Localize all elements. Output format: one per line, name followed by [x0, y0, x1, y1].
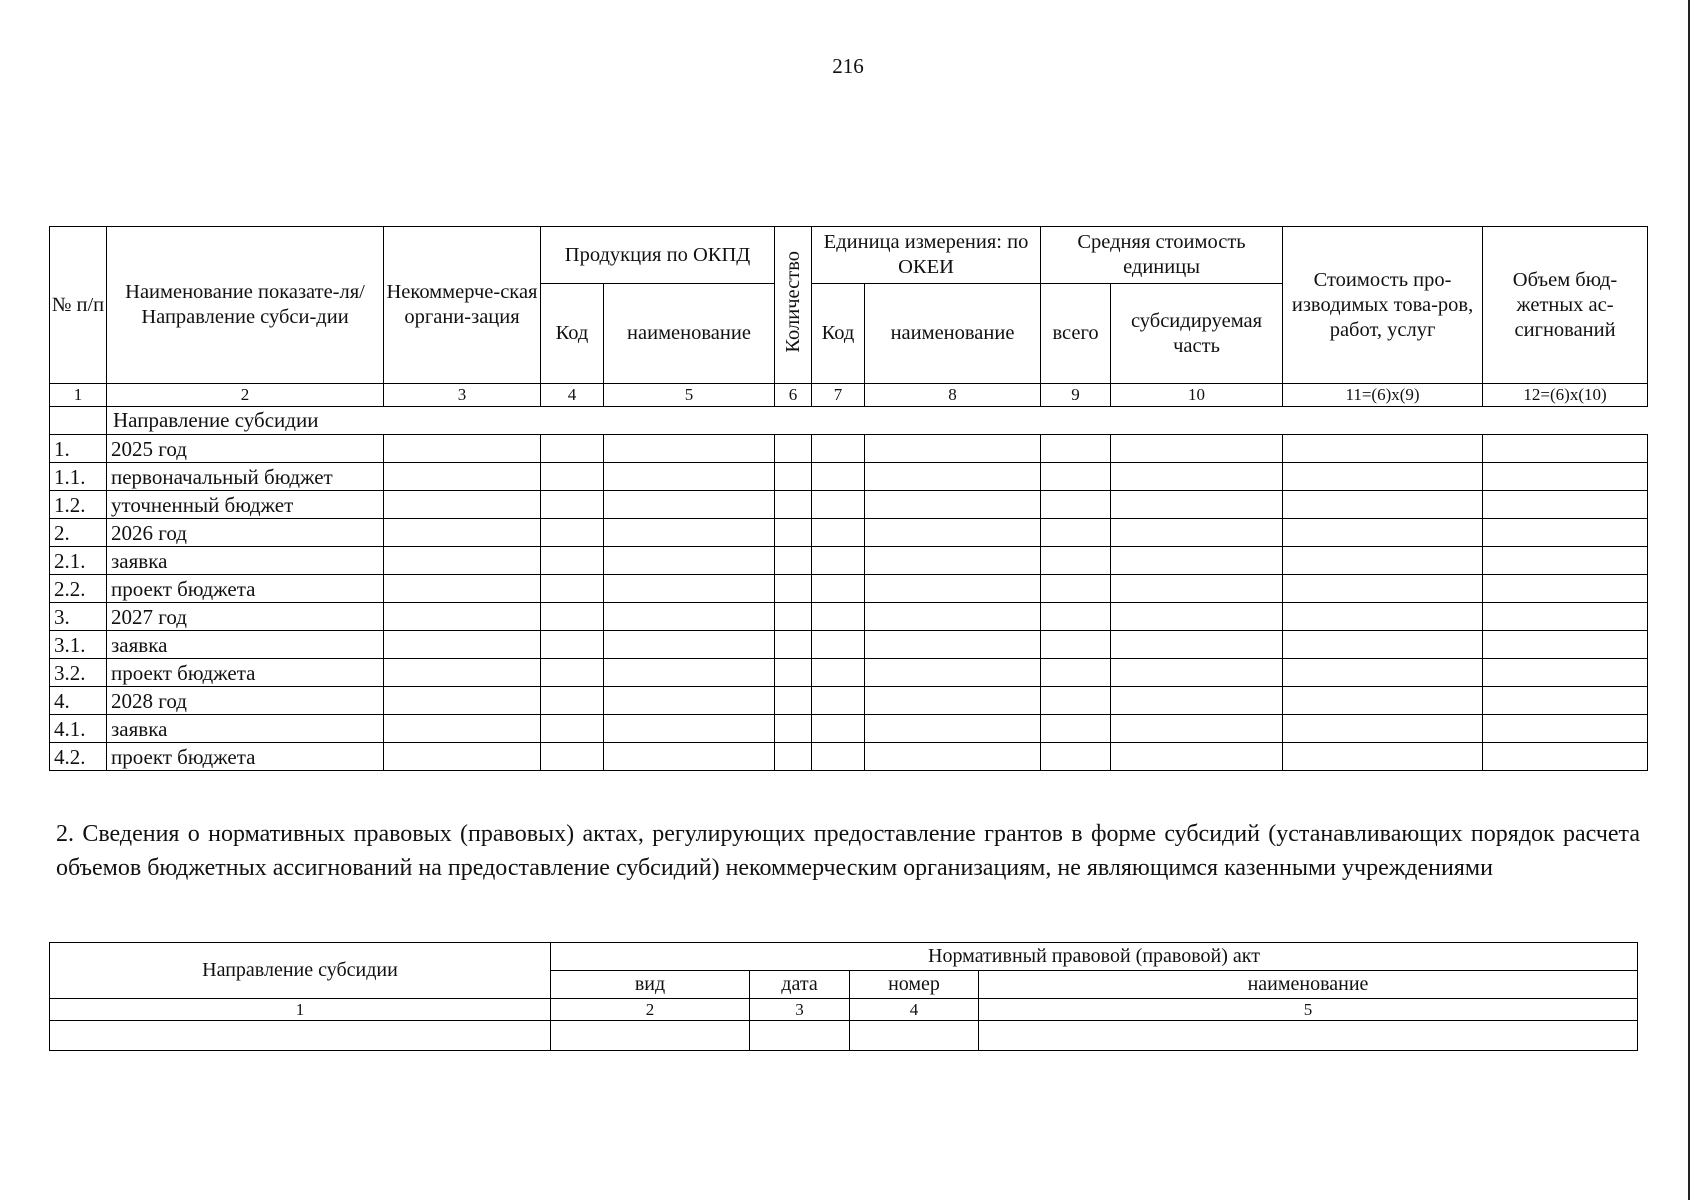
empty-cell [1283, 575, 1483, 603]
empty-cell [1483, 687, 1648, 715]
direction-label: Направление субсидии [107, 407, 1648, 435]
empty-cell [1483, 575, 1648, 603]
empty-cell [384, 435, 541, 463]
empty-cell [604, 463, 775, 491]
empty-cell [1111, 575, 1283, 603]
row-name: 2025 год [107, 435, 384, 463]
empty-cell [541, 519, 604, 547]
table-row [50, 575, 1648, 603]
empty-cell [865, 631, 1041, 659]
empty-cell [1111, 519, 1283, 547]
empty-cell [979, 1021, 1638, 1051]
empty-cell [1483, 603, 1648, 631]
empty-cell [1041, 547, 1111, 575]
column-number: 6 [775, 384, 812, 407]
empty-cell [1283, 631, 1483, 659]
empty-cell [865, 519, 1041, 547]
column-number: 10 [1111, 384, 1283, 407]
empty-cell [865, 715, 1041, 743]
header-act-date: дата [750, 971, 850, 999]
row-name: 2028 год [107, 687, 384, 715]
empty-cell [541, 743, 604, 771]
table-row [50, 547, 1648, 575]
empty-cell [775, 463, 812, 491]
direction-row [50, 407, 1648, 435]
empty-cell [604, 491, 775, 519]
empty-cell [1111, 547, 1283, 575]
empty-cell [1041, 491, 1111, 519]
empty-cell [1041, 575, 1111, 603]
quantity-label: Количество [781, 250, 804, 353]
row-name: проект бюджета [107, 659, 384, 687]
header-indicator-name: Наименование показате-ля/ Направление субси-дии [107, 227, 384, 384]
column-number: 12=(6)х(10) [1483, 384, 1648, 407]
header-budget-volume: Объем бюд-жетных ас-сигнований [1483, 227, 1648, 384]
empty-cell [1483, 743, 1648, 771]
empty-cell [865, 575, 1041, 603]
empty-cell [812, 603, 865, 631]
column-number: 3 [750, 999, 850, 1021]
empty-cell [1283, 547, 1483, 575]
empty-cell [1041, 463, 1111, 491]
empty-cell [604, 603, 775, 631]
empty-cell [541, 491, 604, 519]
empty-cell [1111, 659, 1283, 687]
empty-cell [812, 435, 865, 463]
column-number: 5 [979, 999, 1638, 1021]
column-number: 2 [551, 999, 750, 1021]
empty-cell [541, 435, 604, 463]
empty-cell [1041, 687, 1111, 715]
row-name: заявка [107, 715, 384, 743]
column-number: 8 [865, 384, 1041, 407]
empty-cell [604, 631, 775, 659]
empty-cell [865, 491, 1041, 519]
empty-cell [865, 547, 1041, 575]
row-number: 4. [50, 687, 107, 715]
table-row [50, 659, 1648, 687]
empty-cell [1111, 491, 1283, 519]
empty-cell [541, 547, 604, 575]
row-name: уточненный бюджет [107, 491, 384, 519]
empty-cell [1111, 631, 1283, 659]
table-row [50, 743, 1648, 771]
column-number-row [50, 384, 1648, 407]
column-number: 5 [604, 384, 775, 407]
empty-cell [541, 463, 604, 491]
empty-cell [541, 631, 604, 659]
table-row [50, 463, 1648, 491]
row-number: 4.1. [50, 715, 107, 743]
table1-body [50, 435, 1648, 771]
header-okpd-name: наименование [604, 284, 775, 384]
header-quantity [775, 227, 812, 384]
empty-cell [1483, 435, 1648, 463]
table-row [50, 687, 1648, 715]
empty-cell [551, 1021, 750, 1051]
empty-cell [384, 463, 541, 491]
column-number: 1 [50, 384, 107, 407]
row-name: заявка [107, 631, 384, 659]
column-number: 11=(6)х(9) [1283, 384, 1483, 407]
header-avg-total: всего [1041, 284, 1111, 384]
empty-cell [541, 603, 604, 631]
empty-cell [1041, 519, 1111, 547]
empty-cell [1111, 687, 1283, 715]
empty-cell [384, 659, 541, 687]
empty-cell [1483, 491, 1648, 519]
row-number: 1.1. [50, 463, 107, 491]
empty-cell [812, 659, 865, 687]
empty-cell [1283, 715, 1483, 743]
column-number: 4 [850, 999, 979, 1021]
empty-cell [384, 575, 541, 603]
empty-cell [865, 463, 1041, 491]
empty-cell [1283, 659, 1483, 687]
empty-cell [604, 743, 775, 771]
header-act-type: вид [551, 971, 750, 999]
empty-cell [384, 547, 541, 575]
scan-edge-line [1688, 0, 1690, 1200]
row-name: проект бюджета [107, 743, 384, 771]
empty-cell [1483, 519, 1648, 547]
empty-cell [1283, 491, 1483, 519]
empty-cell [865, 603, 1041, 631]
empty-cell [1041, 435, 1111, 463]
empty-cell [775, 547, 812, 575]
header-act-number: номер [850, 971, 979, 999]
empty-cell [384, 603, 541, 631]
empty-cell [604, 519, 775, 547]
empty-cell [812, 575, 865, 603]
header-cost: Стоимость про-изводимых това-ров, работ, услуг [1283, 227, 1483, 384]
empty-cell [1283, 463, 1483, 491]
empty-cell [1483, 715, 1648, 743]
column-number: 1 [50, 999, 551, 1021]
header-act-name: наименование [979, 971, 1638, 999]
empty-cell [384, 715, 541, 743]
column-number: 2 [107, 384, 384, 407]
row-number: 1. [50, 435, 107, 463]
empty-cell [1483, 463, 1648, 491]
empty-cell [812, 743, 865, 771]
empty-cell [1111, 435, 1283, 463]
empty-cell [1283, 743, 1483, 771]
empty-cell [1111, 715, 1283, 743]
table-row [50, 491, 1648, 519]
empty-cell [1283, 603, 1483, 631]
empty-cell [1041, 659, 1111, 687]
row-number: 3. [50, 603, 107, 631]
subsidy-calculation-table [49, 226, 1648, 771]
empty-cell [541, 715, 604, 743]
empty-cell [850, 1021, 979, 1051]
empty-cell [384, 687, 541, 715]
empty-cell [865, 435, 1041, 463]
empty-cell [775, 743, 812, 771]
empty-cell [865, 743, 1041, 771]
empty-cell [604, 687, 775, 715]
empty-cell [1483, 631, 1648, 659]
empty-cell [384, 743, 541, 771]
column-number: 9 [1041, 384, 1111, 407]
column-number: 7 [812, 384, 865, 407]
empty-cell [604, 715, 775, 743]
empty-cell [1041, 715, 1111, 743]
empty-cell [750, 1021, 850, 1051]
empty-cell [50, 1021, 551, 1051]
empty-cell [1483, 659, 1648, 687]
header-okpd-code: Код [541, 284, 604, 384]
empty-cell [541, 575, 604, 603]
table-row [50, 715, 1648, 743]
legal-acts-table [49, 942, 1638, 1051]
empty-cell [865, 687, 1041, 715]
empty-cell [1111, 603, 1283, 631]
empty-cell [604, 435, 775, 463]
header-unit-group: Единица измерения: по ОКЕИ [812, 227, 1041, 284]
empty-cell [865, 659, 1041, 687]
row-number: 3.2. [50, 659, 107, 687]
header-direction: Направление субсидии [50, 943, 551, 999]
empty-cell [604, 575, 775, 603]
header-avg-cost-group: Средняя стоимость единицы [1041, 227, 1283, 284]
row-number: 3.1. [50, 631, 107, 659]
section-2-heading: 2. Сведения о нормативных правовых (правовых) актах, регулирующих предоставление грантов в форме субсидий (устанавливающих порядок расчета объемов бюджетных ассигнований на предоставление субсидий) некоммерческим организациям, не являющимся казенными учреждениями [56, 821, 1640, 881]
empty-cell [384, 491, 541, 519]
row-number: 2.1. [50, 547, 107, 575]
header-avg-subsidized: субсидируемая часть [1111, 284, 1283, 384]
empty-cell [1283, 519, 1483, 547]
empty-cell [775, 659, 812, 687]
empty-cell [384, 631, 541, 659]
column-number: 4 [541, 384, 604, 407]
table-row [50, 603, 1648, 631]
empty-cell [1483, 547, 1648, 575]
header-organization: Некоммерче-ская органи-зация [384, 227, 541, 384]
header-unit-name: наименование [865, 284, 1041, 384]
empty-cell [541, 687, 604, 715]
empty-cell [775, 715, 812, 743]
header-okpd-group: Продукция по ОКПД [541, 227, 775, 284]
empty-cell [775, 687, 812, 715]
table-row [50, 631, 1648, 659]
empty-cell [1111, 463, 1283, 491]
column-number-row [50, 999, 1638, 1021]
empty-cell [812, 491, 865, 519]
empty-cell [775, 435, 812, 463]
row-name: 2026 год [107, 519, 384, 547]
row-name: проект бюджета [107, 575, 384, 603]
header-unit-code: Код [812, 284, 865, 384]
row-number: 4.2. [50, 743, 107, 771]
row-number: 2. [50, 519, 107, 547]
empty-cell [812, 687, 865, 715]
empty-cell [1111, 743, 1283, 771]
header-legal-act: Нормативный правовой (правовой) акт [551, 943, 1638, 971]
row-name: 2027 год [107, 603, 384, 631]
empty-cell [775, 519, 812, 547]
empty-cell [775, 575, 812, 603]
row-name: первоначальный бюджет [107, 463, 384, 491]
empty-cell [1283, 435, 1483, 463]
empty-cell [384, 519, 541, 547]
empty-cell [812, 519, 865, 547]
empty-cell [775, 491, 812, 519]
empty-data-row [50, 1021, 1638, 1051]
empty-cell [812, 547, 865, 575]
empty-cell [812, 631, 865, 659]
empty-cell [775, 631, 812, 659]
empty-cell [1041, 603, 1111, 631]
column-number: 3 [384, 384, 541, 407]
empty-cell [541, 659, 604, 687]
empty-cell [812, 715, 865, 743]
header-num: № п/п [50, 227, 107, 384]
page-number: 216 [832, 54, 864, 78]
row-number: 1.2. [50, 491, 107, 519]
row-name: заявка [107, 547, 384, 575]
empty-cell [604, 547, 775, 575]
empty-cell [1041, 631, 1111, 659]
empty-cell [1041, 743, 1111, 771]
direction-num-cell [50, 407, 107, 435]
empty-cell [775, 603, 812, 631]
table-row [50, 519, 1648, 547]
empty-cell [604, 659, 775, 687]
empty-cell [1283, 687, 1483, 715]
table-row [50, 435, 1648, 463]
empty-cell [812, 463, 865, 491]
row-number: 2.2. [50, 575, 107, 603]
